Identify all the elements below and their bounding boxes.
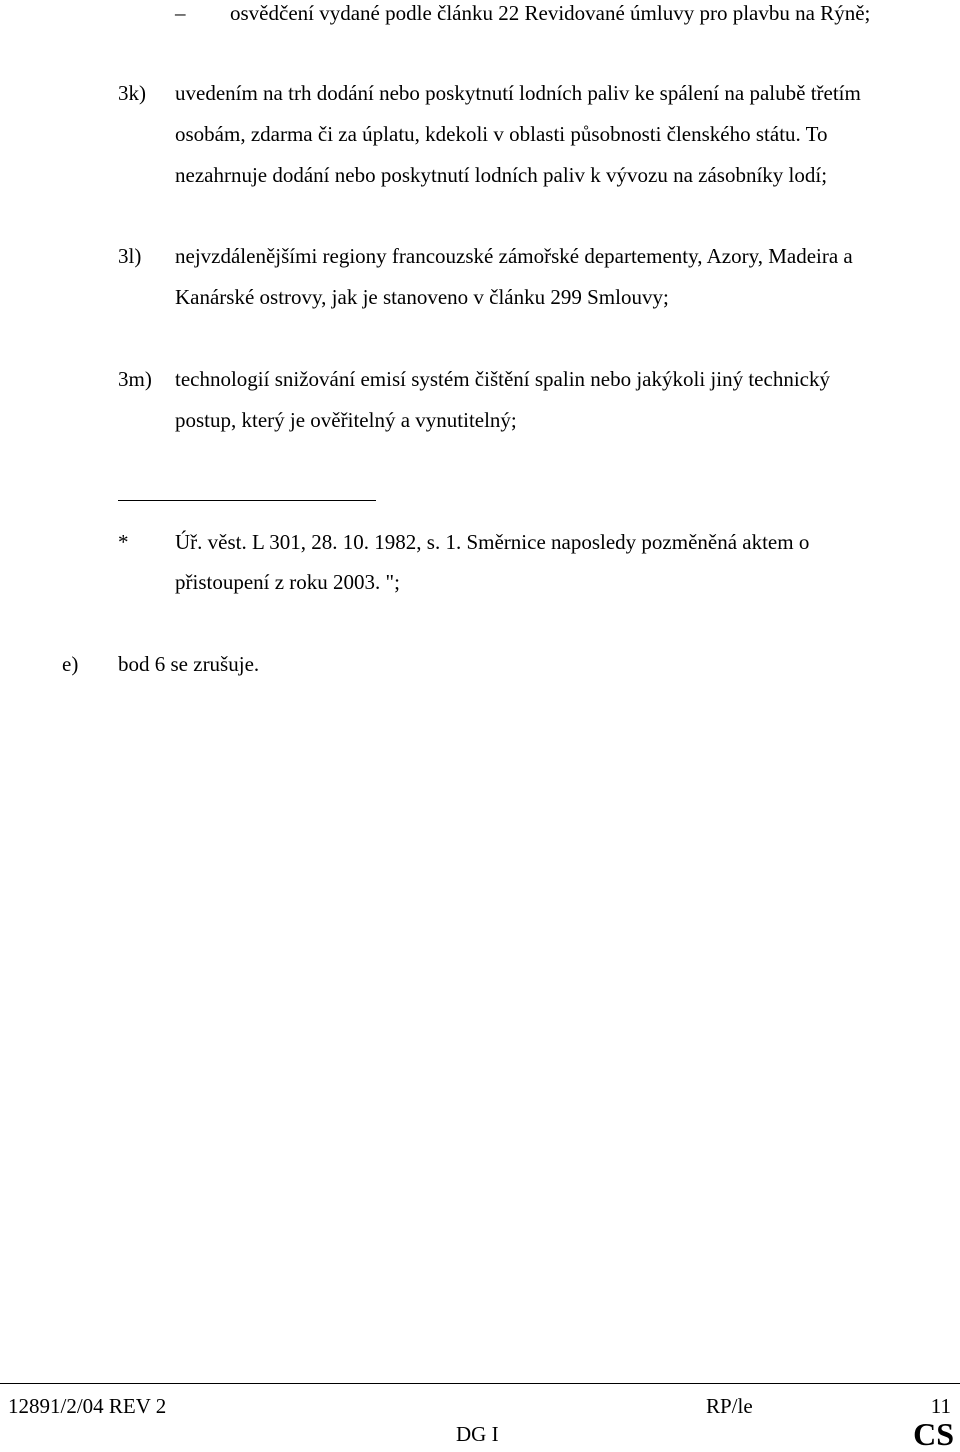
- document-reference: 12891/2/04 REV 2: [8, 1394, 167, 1418]
- footnote-separator: [118, 500, 376, 501]
- definition-line: uvedením na trh dodání nebo poskytnutí lodních paliv ke spálení na palubě třetím: [175, 81, 861, 105]
- item-e-text: bod 6 se zrušuje.: [118, 652, 260, 676]
- definition-label: 3k): [118, 81, 146, 105]
- definition-line: nejvzdálenějšími regiony francouzské zámořské departementy, Azory, Madeira a: [175, 244, 853, 268]
- definition-line: nezahrnuje dodání nebo poskytnutí lodních paliv k vývozu na zásobníky lodí;: [175, 163, 828, 187]
- definition-line: osobám, zdarma či za úplatu, kdekoli v oblasti působnosti členského státu. To: [175, 122, 828, 146]
- item-e-label: e): [62, 652, 79, 676]
- footnote-line: Úř. věst. L 301, 28. 10. 1982, s. 1. Směrnice naposledy pozměněná aktem o: [175, 530, 810, 554]
- definition-line: technologií snižování emisí systém čištění spalin nebo jakýkoli jiný technický: [175, 367, 830, 391]
- dash-marker: –: [175, 1, 186, 25]
- footnote-marker: *: [118, 530, 129, 554]
- intro-item-text: osvědčení vydané podle článku 22 Revidované úmluvy pro plavbu na Rýně;: [230, 1, 871, 25]
- footer-rule: [0, 1383, 960, 1384]
- author-initials: RP/le: [706, 1394, 753, 1418]
- definition-line: postup, který je ověřitelný a vynutitelný;: [175, 408, 517, 432]
- language-code: CS: [913, 1416, 954, 1452]
- page-number: 11: [930, 1394, 951, 1418]
- directorate-general: DG I: [456, 1422, 499, 1446]
- definition-label: 3l): [118, 244, 142, 268]
- footnote-line: přistoupení z roku 2003. ";: [175, 570, 400, 594]
- definition-label: 3m): [118, 367, 152, 391]
- definition-line: Kanárské ostrovy, jak je stanoveno v článku 299 Smlouvy;: [175, 285, 669, 309]
